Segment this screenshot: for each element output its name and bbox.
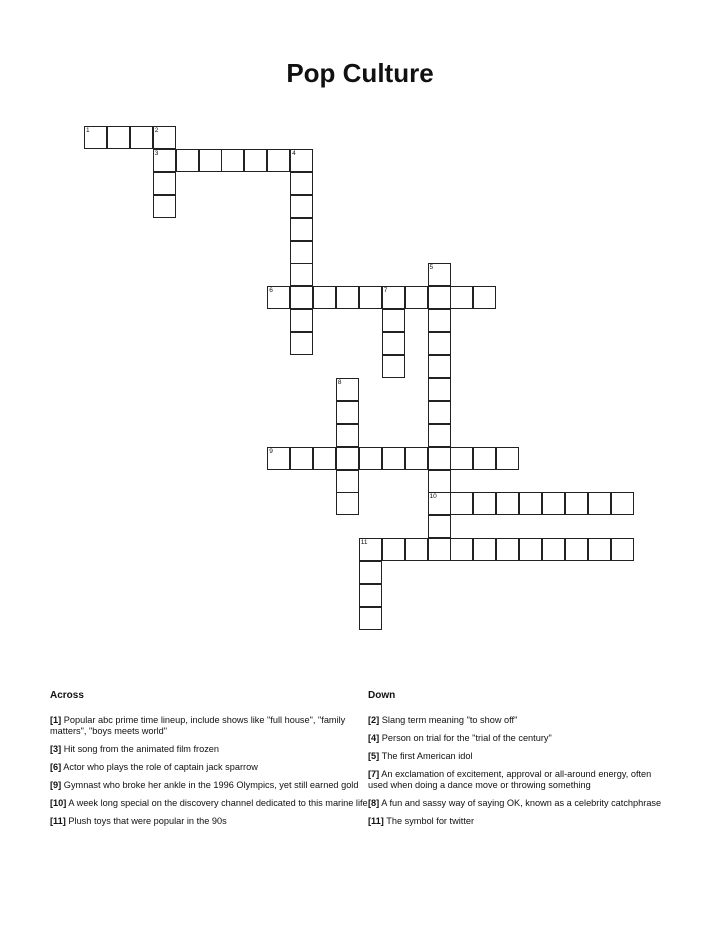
grid-cell[interactable] — [428, 332, 451, 355]
grid-cell[interactable] — [359, 538, 382, 561]
across-clue — [50, 780, 370, 791]
grid-cell[interactable] — [382, 538, 405, 561]
grid-cell[interactable] — [290, 263, 313, 286]
grid-cell[interactable] — [290, 218, 313, 241]
grid-cell[interactable] — [473, 286, 496, 309]
grid-cell[interactable] — [290, 241, 313, 264]
grid-cell[interactable] — [428, 515, 451, 538]
across-clue — [50, 816, 370, 827]
grid-cell[interactable] — [336, 286, 359, 309]
grid-cell[interactable] — [450, 538, 473, 561]
grid-cell[interactable] — [267, 286, 290, 309]
grid-cell[interactable] — [405, 286, 428, 309]
grid-cell[interactable] — [290, 286, 313, 309]
grid-cell[interactable] — [428, 424, 451, 447]
clue-text: Popular abc prime time lineup, include shows like "full house", "family matters", "boys meets world" — [50, 715, 346, 736]
down-clue — [368, 769, 668, 791]
grid-cell[interactable] — [473, 447, 496, 470]
grid-cell[interactable] — [428, 447, 451, 470]
clue-number: [10] — [50, 798, 67, 808]
grid-cell[interactable] — [336, 401, 359, 424]
clue-text: Plush toys that were popular in the 90s — [68, 816, 227, 826]
clue-text: Slang term meaning "to show off" — [381, 715, 518, 725]
grid-cell[interactable] — [359, 447, 382, 470]
grid-cell[interactable] — [519, 538, 542, 561]
clue-number: [3] — [50, 744, 62, 754]
cell-number: 5 — [429, 264, 434, 272]
cell-number: 4 — [292, 149, 296, 157]
grid-cell[interactable] — [496, 492, 519, 515]
grid-cell[interactable] — [542, 492, 565, 515]
grid-cell[interactable] — [153, 172, 176, 195]
grid-cell[interactable] — [611, 538, 634, 561]
grid-cell[interactable] — [290, 195, 313, 218]
across-clue — [50, 798, 370, 809]
grid-cell[interactable] — [153, 149, 176, 172]
grid-cell[interactable] — [450, 286, 473, 309]
cell-number: 6 — [269, 287, 273, 295]
grid-cell[interactable] — [428, 492, 451, 515]
grid-cell[interactable] — [221, 149, 244, 172]
grid-cell[interactable] — [382, 355, 405, 378]
grid-cell[interactable] — [588, 538, 611, 561]
grid-cell[interactable] — [542, 538, 565, 561]
down-clue — [368, 751, 668, 762]
grid-cell[interactable] — [153, 126, 176, 149]
grid-cell[interactable] — [382, 309, 405, 332]
grid-cell[interactable] — [244, 149, 267, 172]
grid-cell[interactable] — [611, 492, 634, 515]
clue-number: [6] — [50, 762, 62, 772]
cell-number: 11 — [360, 539, 368, 547]
clue-number: [8] — [368, 798, 380, 808]
grid-cell[interactable] — [473, 492, 496, 515]
clue-text: The first American idol — [381, 751, 473, 761]
down-heading: Down — [368, 690, 396, 701]
grid-cell[interactable] — [336, 378, 359, 401]
grid-cell[interactable] — [519, 492, 542, 515]
grid-cell[interactable] — [428, 286, 451, 309]
grid-cell[interactable] — [84, 126, 107, 149]
clue-text: Actor who plays the role of captain jack sparrow — [63, 762, 258, 772]
cell-number: 7 — [383, 287, 388, 295]
clue-number: [11] — [368, 816, 384, 826]
grid-cell[interactable] — [496, 447, 519, 470]
grid-cell[interactable] — [336, 492, 359, 515]
clue-text: Person on trial for the "trial of the century" — [381, 733, 552, 743]
grid-cell[interactable] — [428, 538, 451, 561]
grid-cell[interactable] — [382, 447, 405, 470]
clue-number: [11] — [50, 816, 66, 826]
clue-number: [1] — [50, 715, 62, 725]
down-clue — [368, 715, 668, 726]
cell-number: 2 — [154, 127, 159, 134]
across-clues — [50, 690, 370, 834]
clue-number: [4] — [368, 733, 380, 743]
down-clue — [368, 816, 668, 827]
grid-cell[interactable] — [290, 172, 313, 195]
clue-number: [9] — [50, 780, 62, 790]
grid-cell[interactable] — [473, 538, 496, 561]
cell-number: 10 — [429, 493, 437, 501]
cell-number: 3 — [154, 149, 159, 157]
clue-text: Gymnast who broke her ankle in the 1996 Olympics, yet still earned gold — [63, 780, 359, 790]
cell-number: 9 — [269, 447, 273, 455]
down-clues — [368, 690, 668, 834]
grid-cell[interactable] — [199, 149, 222, 172]
clue-text: A week long special on the discovery channel dedicated to this marine life — [68, 798, 368, 808]
grid-cell[interactable] — [313, 447, 336, 470]
grid-cell[interactable] — [107, 126, 130, 149]
across-clue — [50, 715, 370, 737]
grid-cell[interactable] — [176, 149, 199, 172]
grid-cell[interactable] — [336, 470, 359, 493]
grid-cell[interactable] — [359, 286, 382, 309]
clue-text: The symbol for twitter — [386, 816, 475, 826]
clue-text: Hit song from the animated film frozen — [63, 744, 220, 754]
across-heading: Across — [50, 690, 84, 701]
grid-cell[interactable] — [496, 538, 519, 561]
clue-number: [7] — [368, 769, 380, 779]
grid-cell[interactable] — [428, 309, 451, 332]
grid-cell[interactable] — [382, 286, 405, 309]
grid-cell[interactable] — [428, 263, 451, 286]
grid-cell[interactable] — [428, 378, 451, 401]
clue-text: A fun and sassy way of saying OK, known as a celebrity catchphrase — [381, 798, 662, 808]
grid-cell[interactable] — [382, 332, 405, 355]
grid-cell[interactable] — [428, 401, 451, 424]
grid-cell[interactable] — [267, 149, 290, 172]
grid-cell[interactable] — [450, 447, 473, 470]
grid-cell[interactable] — [130, 126, 153, 149]
grid-cell[interactable] — [405, 447, 428, 470]
grid-cell[interactable] — [565, 492, 588, 515]
grid-cell[interactable] — [359, 561, 382, 584]
cell-number: 1 — [86, 127, 90, 134]
grid-cell[interactable] — [153, 195, 176, 218]
grid-cell[interactable] — [428, 470, 451, 493]
grid-cell[interactable] — [405, 538, 428, 561]
grid-cell[interactable] — [313, 286, 336, 309]
grid-cell[interactable] — [290, 149, 313, 172]
clue-number: [2] — [368, 715, 380, 725]
clue-text: An exclamation of excitement, approval or all-around energy, often used when doing a dance move or throwing something — [368, 769, 652, 790]
grid-cell[interactable] — [565, 538, 588, 561]
down-clue — [368, 733, 668, 744]
grid-cell[interactable] — [290, 447, 313, 470]
across-clue — [50, 744, 370, 755]
grid-cell[interactable] — [336, 424, 359, 447]
grid-cell[interactable] — [290, 309, 313, 332]
grid-cell[interactable] — [336, 447, 359, 470]
grid-cell[interactable] — [450, 492, 473, 515]
page-title: Pop Culture — [286, 58, 434, 88]
grid-cell[interactable] — [588, 492, 611, 515]
cell-number: 8 — [337, 378, 342, 386]
down-clue — [368, 798, 668, 809]
grid-cell[interactable] — [359, 584, 382, 607]
grid-cell[interactable] — [290, 332, 313, 355]
grid-cell[interactable] — [428, 355, 451, 378]
clue-number: [5] — [368, 751, 380, 761]
grid-cell[interactable] — [267, 447, 290, 470]
grid-cell[interactable] — [359, 607, 382, 630]
across-clue — [50, 762, 370, 773]
